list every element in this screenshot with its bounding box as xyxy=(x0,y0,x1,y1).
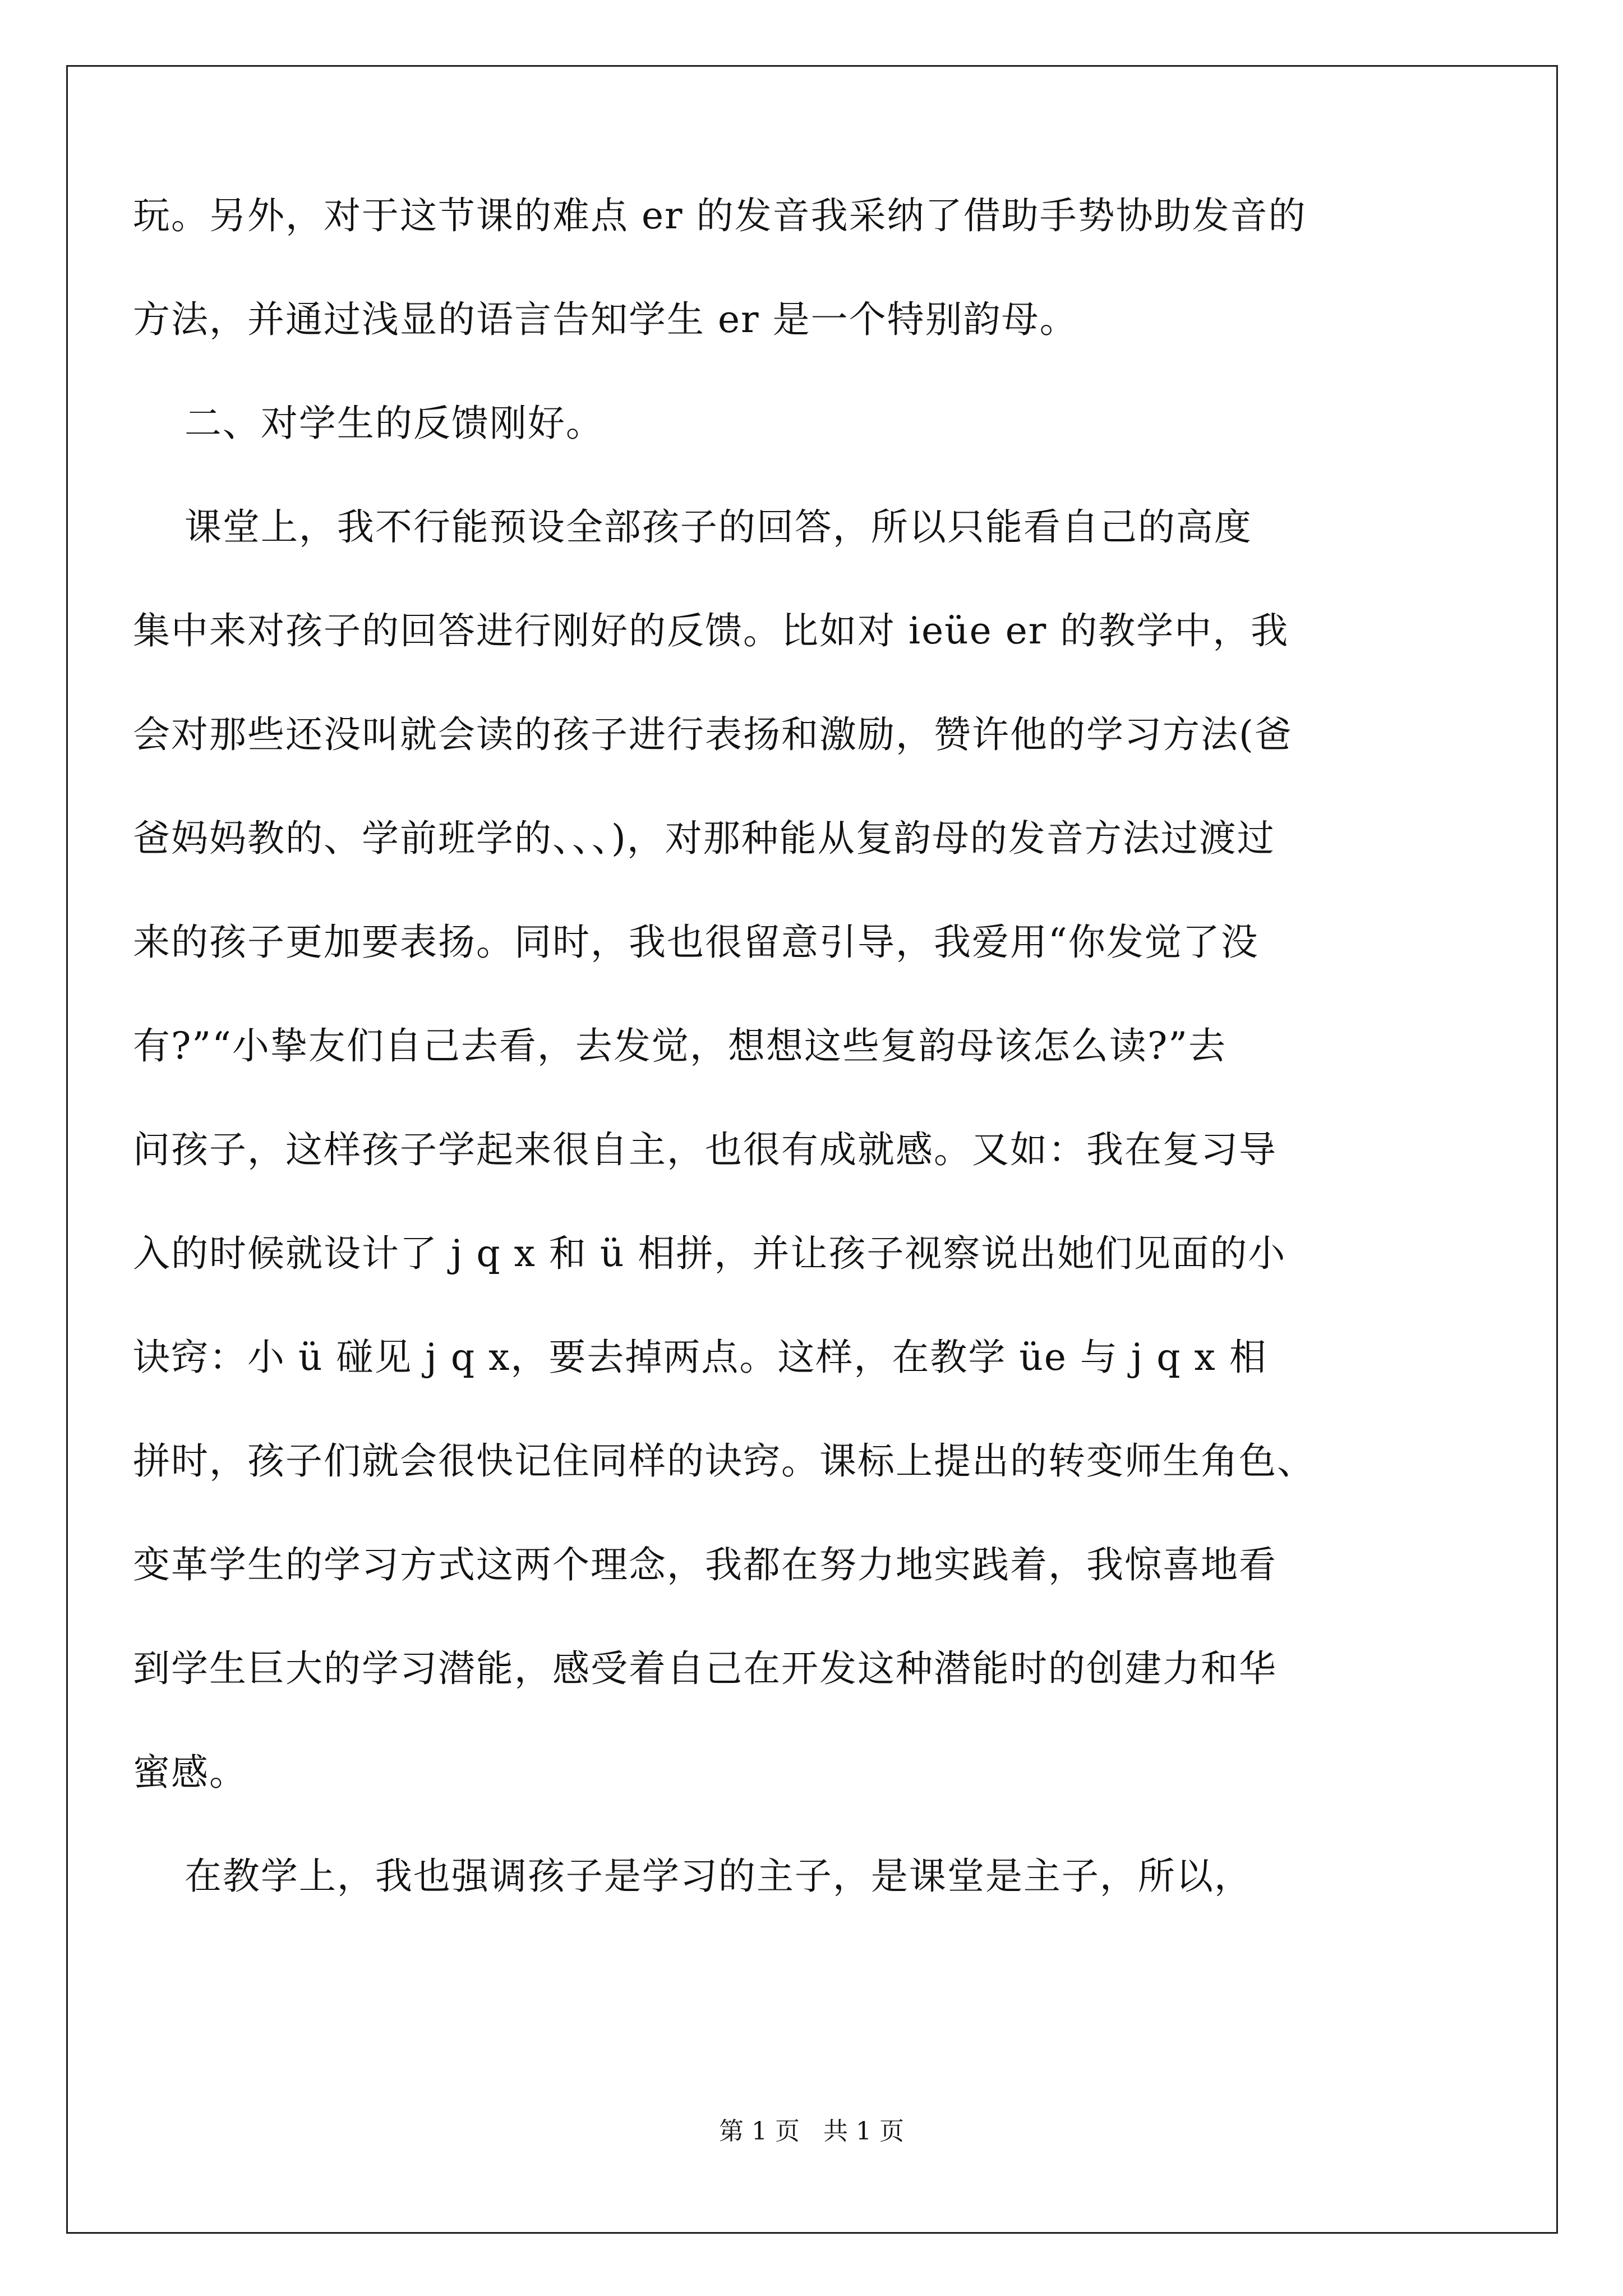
text-line: 拼时，孩子们就会很快记住同样的诀窍。课标上提出的转变师生角色、 xyxy=(133,1439,1315,1483)
text-line: 诀窍：小 ü 碰见 j q x，要去掉两点。这样，在教学 üe 与 j q x 相 xyxy=(133,1336,1267,1379)
page-footer: 第 1 页 共 1 页 xyxy=(719,2117,904,2146)
text-line: 问孩子，这样孩子学起来很自主，也很有成就感。又如：我在复习导 xyxy=(133,1128,1277,1171)
text-line: 爸妈妈教的、学前班学的、、、)，对那种能从复韵母的发音方法过渡过 xyxy=(133,817,1275,860)
text-line: 集中来对孩子的回答进行刚好的反馈。比如对 ieüe er 的教学中，我 xyxy=(133,609,1289,652)
text-line: 入的时候就设计了 j q x 和 ü 相拼，并让孩子视察说出她们见面的小 xyxy=(133,1232,1287,1275)
text-line: 课堂上，我不行能预设全部孩子的回答，所以只能看自己的高度 xyxy=(133,505,1252,549)
text-line: 变革学生的学习方式这两个理念，我都在努力地实践着，我惊喜地看 xyxy=(133,1543,1277,1586)
text-line: 蜜感。 xyxy=(133,1751,247,1794)
text-line: 会对那些还没叫就会读的孩子进行表扬和激励，赞许他的学习方法(爸 xyxy=(133,713,1293,756)
text-line: 方法，并通过浅显的语言告知学生 er 是一个特别韵母。 xyxy=(133,298,1078,341)
text-line: 有?”“小挚友们自己去看，去发觉，想想这些复韵母该怎么读?”去 xyxy=(133,1024,1227,1068)
section-heading: 二、对学生的反馈刚好。 xyxy=(133,402,604,445)
text-line: 来的孩子更加要表扬。同时，我也很留意引导，我爱用“你发觉了没 xyxy=(133,921,1259,964)
text-line: 玩。另外，对于这节课的难点 er 的发音我采纳了借助手势协助发音的 xyxy=(133,194,1307,237)
text-line: 到学生巨大的学习潜能，感受着自己在开发这种潜能时的创建力和华 xyxy=(133,1647,1277,1690)
text-line: 在教学上，我也强调孩子是学习的主子，是课堂是主子，所以， xyxy=(133,1855,1252,1898)
